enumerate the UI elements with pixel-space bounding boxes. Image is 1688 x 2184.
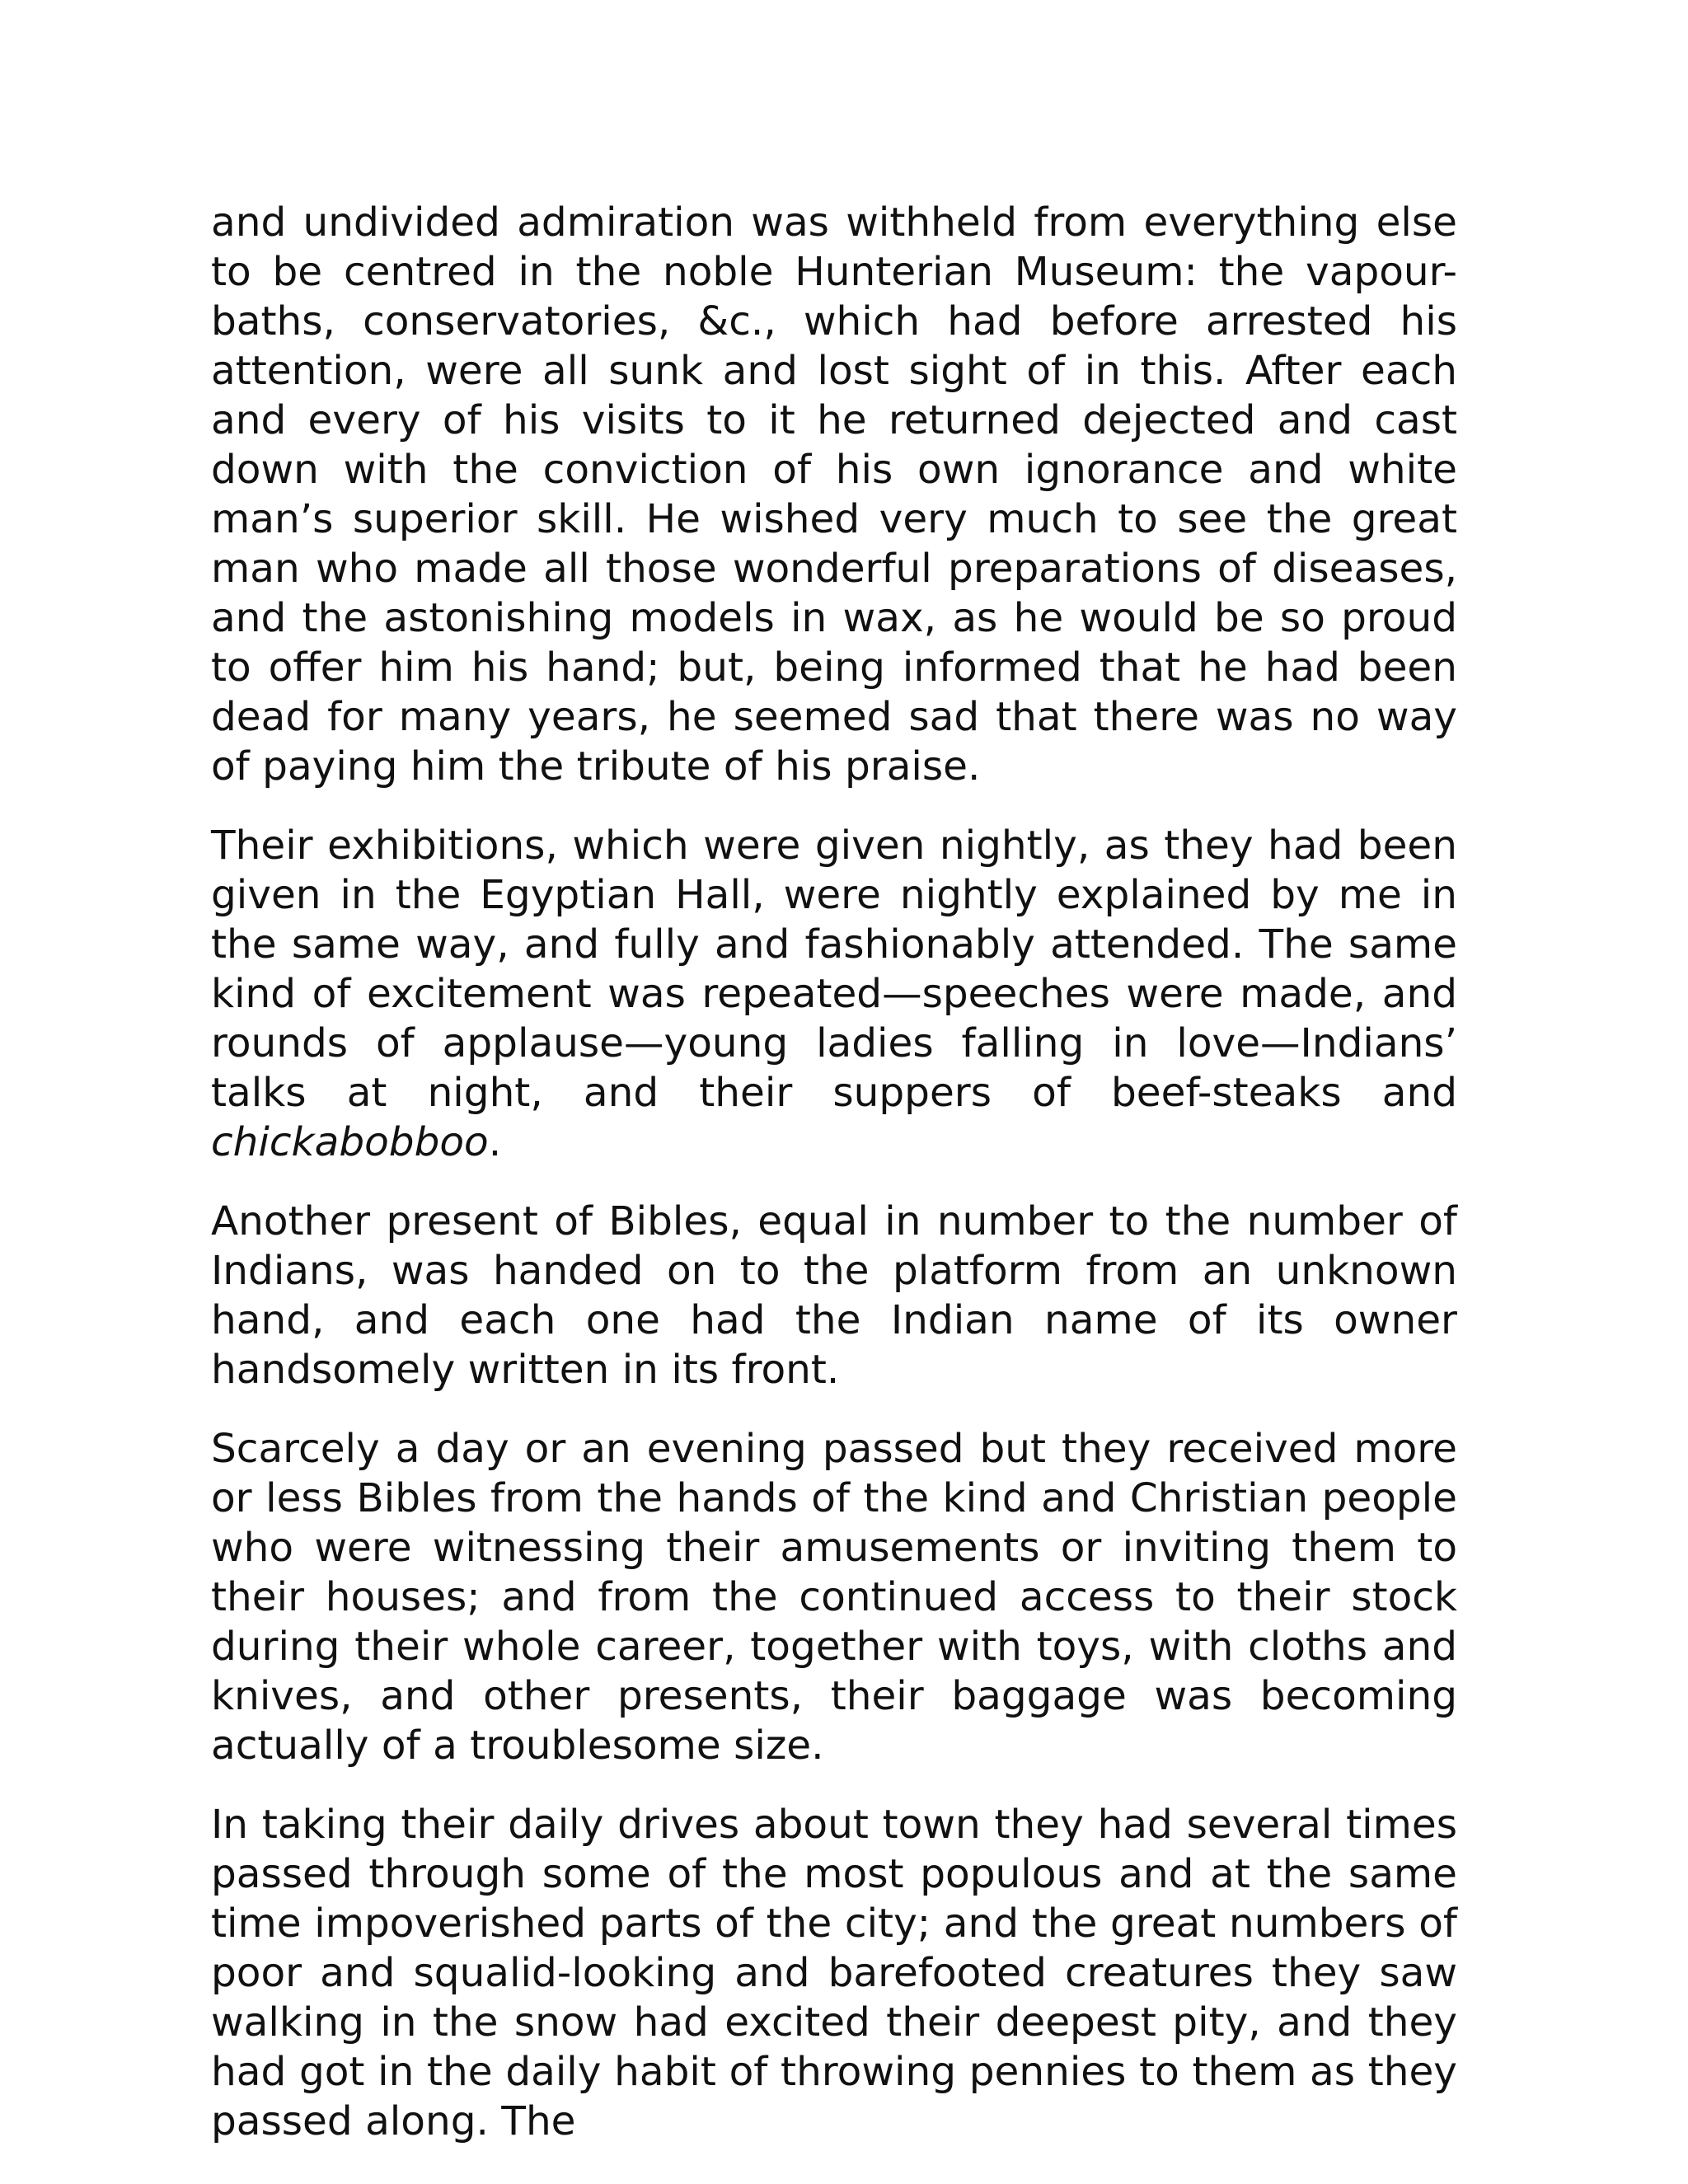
paragraph-4 [211, 1424, 1457, 1770]
paragraph-1-text: and undivided admiration was withheld from everything else to be centred in the noble Hunterian Museum: the vapour-baths, conservatories, &c., which had before arrested his attention, were all sunk and lost sight of in this. After each and every of his visits to it he returned dejected and cast down with the conviction of his own ignorance and white man’s superior skill. He wished very much to see the great man who made all those wonderful preparations of diseases, and the astonishing models in wax, as he would be so proud to offer him his hand; but, being informed that he had been dead for many years, he seemed sad that there was no way of paying him the tribute of his praise. [211, 199, 1457, 790]
paragraph-2-text-end: . [488, 1119, 502, 1165]
paragraph-5-text: In taking their daily drives about town they had several times passed through some of the most populous and at the same time impoverished parts of the city; and the great numbers of poor and squalid-looking and barefooted creatures they saw walking in the snow had excited their deepest pity, and they had got in the daily habit of throwing pennies to them as they passed along. The [211, 1802, 1457, 2144]
document-page [211, 198, 1457, 2146]
paragraph-3-text: Another present of Bibles, equal in number to the number of Indians, was handed on to the platform from an unknown hand, and each one had the Indian name of its owner handsomely written in its front. [211, 1198, 1457, 1393]
paragraph-1 [211, 198, 1457, 791]
paragraph-4-text: Scarcely a day or an evening passed but they received more or less Bibles from the hands of the kind and Christian people who were witnessing their amusements or inviting them to their houses; and from the continued access to their stock during their whole career, together with toys, with cloths and knives, and other presents, their baggage was becoming actually of a troublesome size. [211, 1426, 1457, 1769]
paragraph-2 [211, 821, 1457, 1167]
paragraph-2-text: Their exhibitions, which were given nightly, as they had been given in the Egyptian Hall, were nightly explained by me in the same way, and fully and fashionably attended. The same kind of excitement was repeated—speeches were made, and rounds of applause—young ladies falling in love—Indians’ talks at night, and their suppers of beef-steaks and [211, 823, 1457, 1116]
paragraph-3 [211, 1197, 1457, 1394]
paragraph-2-italic-term: chickabobboo [211, 1119, 489, 1165]
paragraph-5 [211, 1800, 1457, 2146]
